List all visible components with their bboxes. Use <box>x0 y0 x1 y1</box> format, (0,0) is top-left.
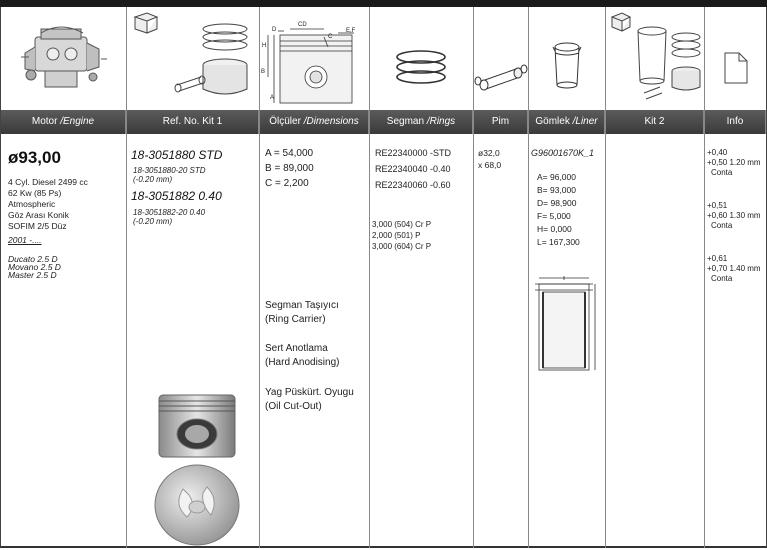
engine-spec-line: 62 Kw (85 Ps) <box>8 188 62 198</box>
header-kit2 <box>606 110 704 134</box>
header-motor-label: Motor <box>31 116 58 127</box>
info-gasket-label: Conta <box>711 168 733 177</box>
catalog-sheet <box>0 7 767 548</box>
kit1-code: 18-3051880 STD <box>131 148 223 162</box>
ring-code-std: RE22340000 -STD <box>375 148 452 158</box>
header-pin <box>474 110 528 134</box>
kit1-image <box>127 7 259 110</box>
header-rings-label: Segman <box>386 116 425 127</box>
column-liner <box>529 7 606 548</box>
vehicle-model: Ducato 2.5 D <box>8 254 58 264</box>
info-gasket: +0,60 1.30 mm <box>707 211 761 220</box>
kit2-code: 18-3051882 0.40 <box>131 189 222 203</box>
piston-pin-icon <box>474 7 528 110</box>
info-gasket: +0,70 1.40 mm <box>707 264 761 273</box>
liner-dim: D= 98,900 <box>537 198 577 208</box>
ring-code-060: RE22340060 -0.60 <box>375 180 451 190</box>
dimension-a: A = 54,000 <box>265 148 314 159</box>
liner-kit-icon <box>606 7 704 110</box>
header-dimensions-en: /Dimensions <box>303 116 359 127</box>
header-dimensions <box>260 110 369 134</box>
header-ref-label: Ref. No. Kit 1 <box>162 116 223 127</box>
feature-oil-cutout-en: (Oil Cut-Out) <box>265 401 322 412</box>
pin-diameter: ø32,0 <box>478 148 500 158</box>
feature-ring-carrier-en: (Ring Carrier) <box>265 314 326 325</box>
info-gasket-label: Conta <box>711 221 733 230</box>
pin-image <box>474 7 528 110</box>
piston-dimension-diagram <box>260 7 369 110</box>
kit1-sub-size: (-0.20 mm) <box>133 175 173 184</box>
label-h: H <box>262 43 267 49</box>
label-d: D <box>272 27 277 33</box>
label-c: C <box>328 34 333 40</box>
liner-dim: B= 93,000 <box>537 185 576 195</box>
header-motor <box>1 110 126 134</box>
info-gasket: +0,50 1.20 mm <box>707 158 761 167</box>
label-ef: E,F <box>346 28 356 34</box>
liner-cross-section <box>529 274 605 374</box>
column-info <box>705 7 766 548</box>
label-b: B <box>261 69 266 75</box>
header-info <box>705 110 766 134</box>
header-liner <box>529 110 605 134</box>
dimension-c: C = 2,200 <box>265 178 309 189</box>
top-bar-notch <box>0 0 14 7</box>
column-rings <box>370 7 474 548</box>
liner-dim: F= 5,000 <box>537 211 571 221</box>
info-gasket-label: Conta <box>711 274 733 283</box>
rings-image <box>370 7 473 110</box>
liner-image <box>529 7 605 110</box>
piston-photo <box>153 389 243 549</box>
engine-spec-line: Atmospheric <box>8 199 56 209</box>
vehicle-model: Master 2.5 D <box>8 270 57 280</box>
piston-rings-icon <box>370 7 473 110</box>
engine-spec-line: 4 Cyl. Diesel 2499 cc <box>8 177 88 187</box>
header-info-label: Info <box>726 116 744 127</box>
column-ref-kit1 <box>127 7 260 548</box>
label-cd: CD <box>298 22 307 28</box>
engine-image <box>1 7 126 110</box>
info-oversize: +0,51 <box>707 201 728 210</box>
info-image <box>705 7 766 110</box>
ring-size: 3,000 (604) Cr P <box>372 242 432 251</box>
column-kit2 <box>606 7 705 548</box>
engine-spec-line: SOFIM 2/5 Düz <box>8 221 67 231</box>
header-kit2-label: Kit 2 <box>644 116 665 127</box>
feature-hard-anodising-en: (Hard Anodising) <box>265 357 340 368</box>
header-dimensions-label: Ölçüler <box>269 116 301 127</box>
header-ref <box>127 110 259 134</box>
piston-kit-icon <box>127 7 259 110</box>
feature-oil-cutout-tr: Yag Püskürt. Oyugu <box>265 387 354 398</box>
column-pin <box>474 7 529 548</box>
header-motor-en: /Engine <box>60 116 95 127</box>
ring-size: 2,000 (501) P <box>372 231 421 240</box>
liner-dim: H= 0,000 <box>537 224 572 234</box>
engine-spec-line: Göz Arası Konik <box>8 210 69 220</box>
bore-size: ø93,00 <box>8 148 61 167</box>
pin-length: x 68,0 <box>478 160 502 170</box>
kit2-sub-code: 18-3051882-20 0.40 <box>133 208 206 217</box>
header-pin-label: Pim <box>491 116 510 127</box>
kit2-sub-size: (-0.20 mm) <box>133 217 173 226</box>
engine-icon <box>1 7 126 110</box>
kit1-sub-code: 18-3051880-20 STD <box>133 166 206 175</box>
kit2-image <box>606 7 704 110</box>
ring-code-040: RE22340040 -0.40 <box>375 164 451 174</box>
liner-dim: L= 167,300 <box>537 237 580 247</box>
liner-dim: A= 96,000 <box>537 172 576 182</box>
cylinder-liner-icon <box>529 7 605 110</box>
model-years: 2001 -.... <box>8 235 42 245</box>
dimension-b: B = 89,000 <box>265 163 314 174</box>
header-liner-en: /Liner <box>572 116 598 127</box>
vehicle-model: Movano 2.5 D <box>8 262 61 272</box>
column-dimensions <box>260 7 370 548</box>
top-bar <box>0 0 767 7</box>
dimension-diagram <box>260 7 369 110</box>
document-icon <box>705 7 765 110</box>
feature-ring-carrier-tr: Segman Taşıyıcı <box>265 300 339 311</box>
header-rings-en: /Rings <box>426 116 456 127</box>
header-liner-label: Gömlek <box>535 116 570 127</box>
ring-size: 3,000 (504) Cr P <box>372 220 432 229</box>
info-oversize: +0,40 <box>707 148 728 157</box>
info-oversize: +0,61 <box>707 254 728 263</box>
column-motor <box>1 7 127 548</box>
liner-code: G96001670K_1 <box>531 148 595 158</box>
label-a: A <box>270 95 275 101</box>
header-rings <box>370 110 473 134</box>
feature-hard-anodising-tr: Sert Anotlama <box>265 343 328 354</box>
